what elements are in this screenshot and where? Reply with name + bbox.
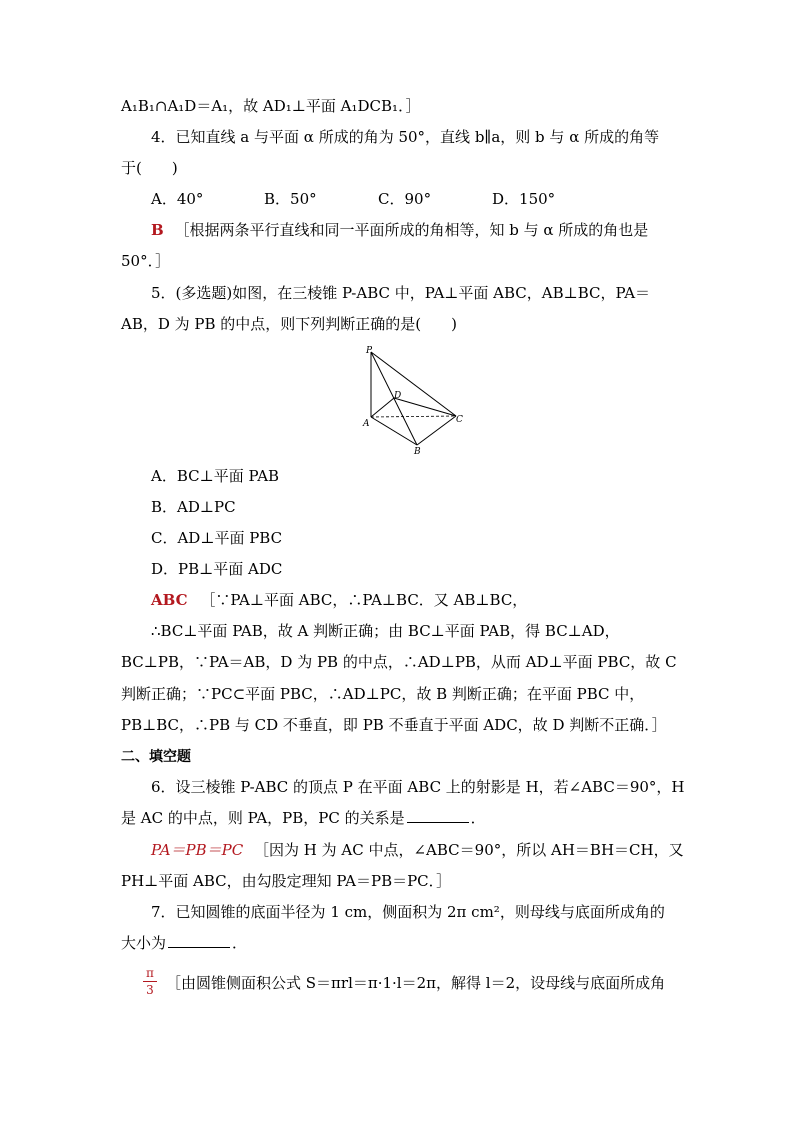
fraction-denominator: 3 (146, 983, 154, 997)
answer-4 (151, 220, 648, 240)
answer-label: ABC (151, 591, 188, 609)
text-line (121, 808, 486, 828)
period: ． (470, 809, 486, 827)
label-d: D (394, 391, 402, 401)
text-line (121, 933, 247, 953)
option-c: C．AD⊥平面 PBC (151, 529, 283, 547)
explanation-line: 判断正确；∵PC⊂平面 PBC，∴AD⊥PC，故 B 判断正确；在平面 PBC 中， (121, 685, 645, 703)
label-p: P (366, 346, 373, 356)
answer-7-fraction (143, 966, 157, 997)
answer-label: PA＝PB＝PC (151, 841, 244, 859)
pyramid-figure (360, 342, 470, 457)
option-b: B．AD⊥PC (151, 498, 236, 516)
answer-label: B (151, 221, 164, 239)
explanation-line: ［由圆锥侧面积公式 S＝πrl＝π·1·l＝2π，解得 l＝2，设母线与底面所成角 (166, 974, 666, 992)
answer-blank (407, 808, 469, 823)
question-7: 7．已知圆锥的底面半径为 1 cm，侧面积为 2π cm²，则母线与底面所成角的 (151, 903, 665, 921)
label-a: A (363, 419, 370, 429)
period: ． (232, 934, 248, 952)
answer-6 (151, 840, 684, 860)
answer-5 (151, 590, 527, 610)
text-line: 于( ) (121, 159, 178, 177)
explanation-line: BC⊥PB，∵PA＝AB，D 为 PB 的中点，∴AD⊥PB，从而 AD⊥平面 PBC，故 C (121, 653, 677, 671)
explanation: ［∵PA⊥平面 ABC，∴PA⊥BC．又 AB⊥BC， (200, 591, 528, 609)
question-5: 5．(多选题)如图，在三棱锥 P-ABC 中，PA⊥平面 ABC，AB⊥BC，PA＝ (151, 284, 651, 302)
text-line: 50°．］ (121, 252, 171, 270)
explanation: ［根据两条平行直线和同一平面所成的角相等，知 b 与 α 所成的角也是 (174, 221, 649, 239)
option-a: A．BC⊥平面 PAB (151, 467, 280, 485)
question-4: 4．已知直线 a 与平面 α 所成的角为 50°，直线 b∥a，则 b 与 α 所成的角等 (151, 128, 660, 146)
label-b: B (414, 447, 421, 457)
option-d: D．PB⊥平面 ADC (151, 560, 283, 578)
explanation-line: PH⊥平面 ABC，由勾股定理知 PA＝PB＝PC．］ (121, 872, 452, 890)
text-line: A₁B₁∩A₁D＝A₁，故 AD₁⊥平面 A₁DCB₁．］ (121, 97, 421, 115)
option-d: D．150° (492, 190, 556, 208)
question-text: 大小为 (121, 934, 167, 952)
question-text: 是 AC 的中点，则 PA，PB，PC 的关系是 (121, 809, 405, 827)
option-b: B．50° (264, 190, 317, 208)
answer-blank (168, 933, 230, 948)
explanation-line: PB⊥BC，∴PB 与 CD 不垂直，即 PB 不垂直于平面 ADC，故 D 判断不正确．］ (121, 716, 667, 734)
label-c: C (456, 415, 463, 425)
text-line: AB，D 为 PB 的中点，则下列判断正确的是( ) (121, 315, 458, 333)
option-a: A．40° (151, 190, 204, 208)
explanation-line: ∴BC⊥平面 PAB，故 A 判断正确；由 BC⊥平面 PAB，得 BC⊥AD， (151, 622, 620, 640)
fraction-numerator: π (146, 966, 154, 980)
question-6: 6．设三棱锥 P-ABC 的顶点 P 在平面 ABC 上的射影是 H，若∠ABC＝90°，H (151, 778, 685, 796)
explanation: ［因为 H 为 AC 中点，∠ABC＝90°，所以 AH＝BH＝CH，又 (254, 841, 684, 859)
option-c: C．90° (378, 190, 432, 208)
section-heading: 二、填空题 (121, 749, 191, 765)
